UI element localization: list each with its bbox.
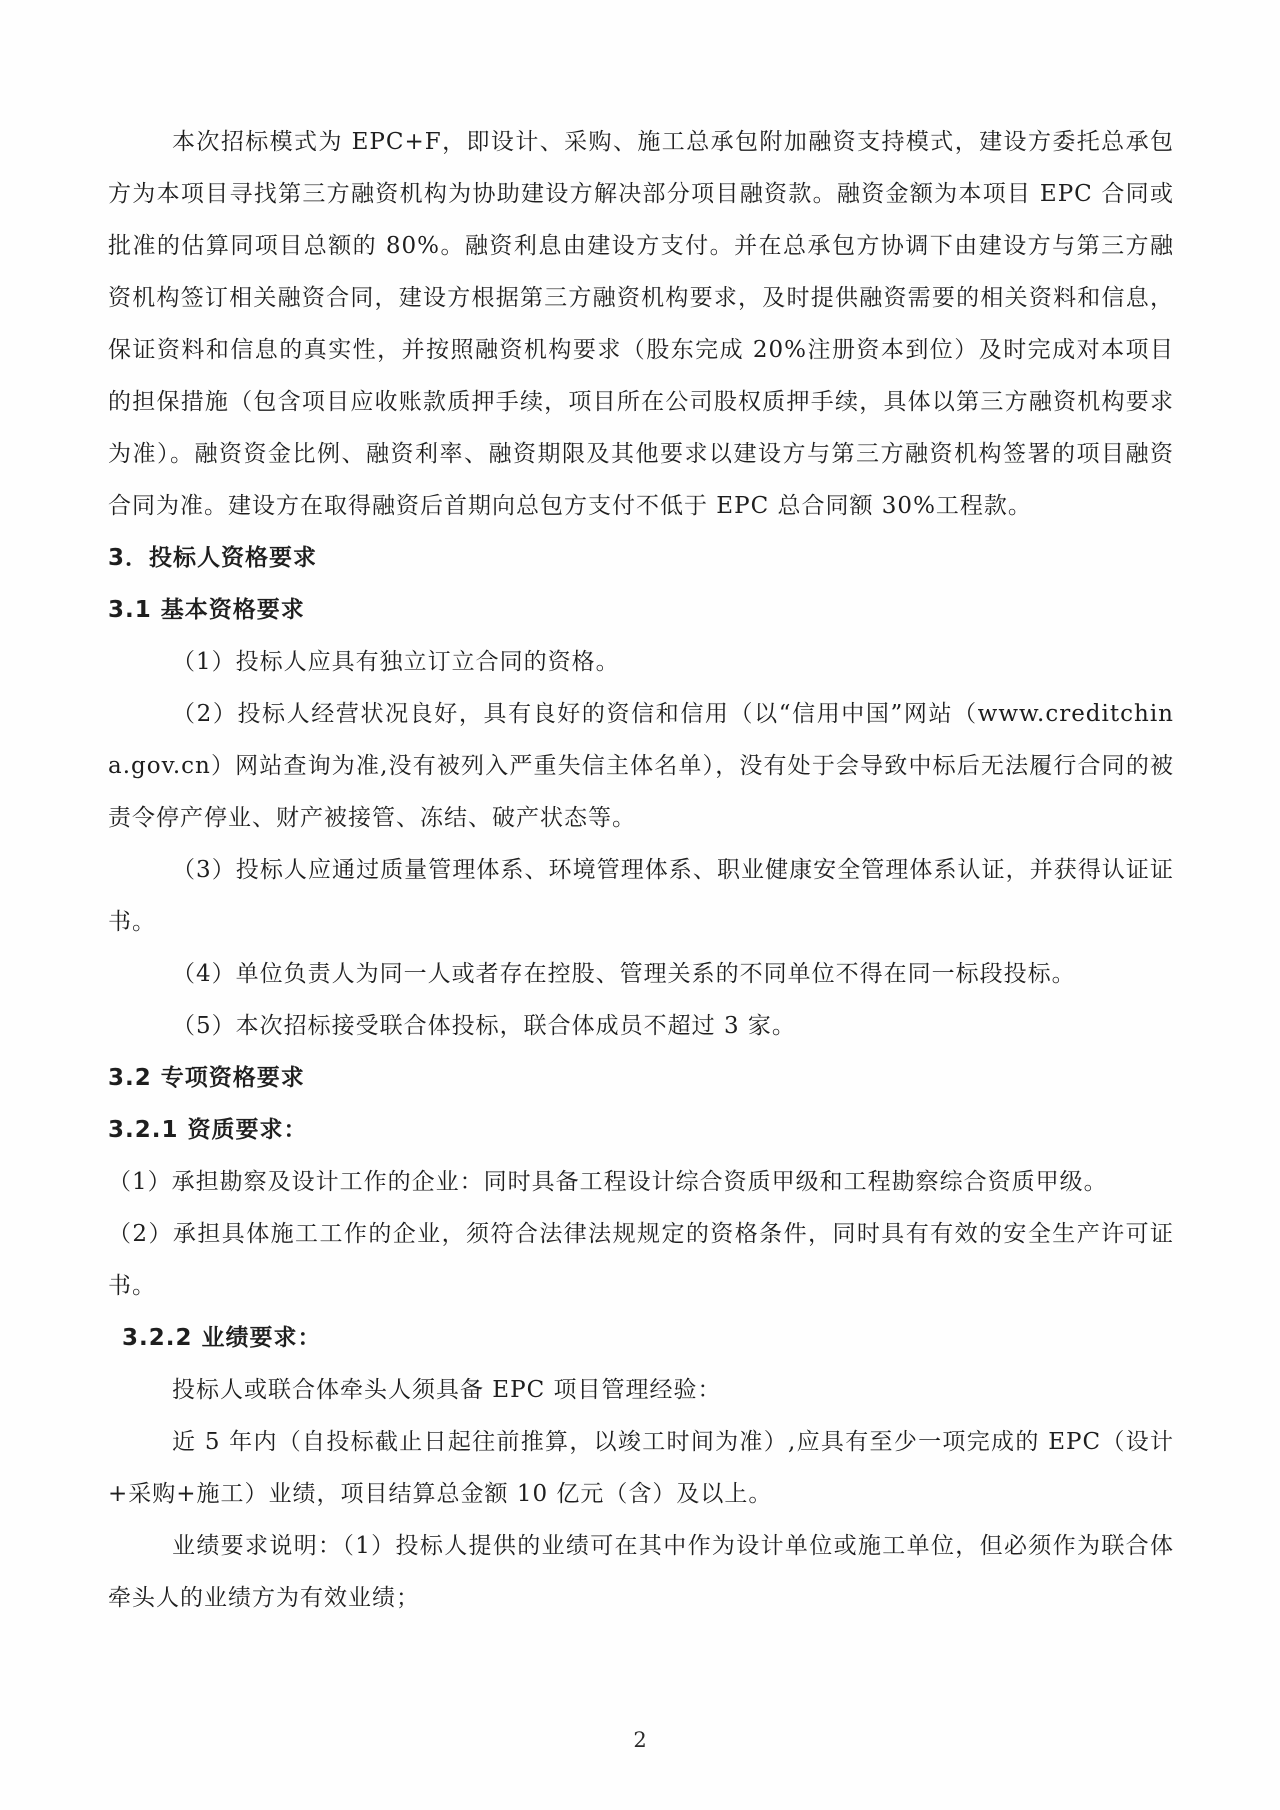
intro-paragraph: 本次招标模式为 EPC+F，即设计、采购、施工总承包附加融资支持模式，建设方委托总承包方为本项目寻找第三方融资机构为协助建设方解决部分项目融资款。融资金额为本项目 EPC 合同或批准的估算同项目总额的 80%。融资利息由建设方支付。并在总承包方协调下由建设方与第三方融资机构签订相关融资合同，建设方根据第三方融资机构要求，及时提供融资需要的相关资料和信息，保证资料和信息的真实性，并按照融资机构要求（股东完成 20%注册资本到位）及时完成对本项目的担保措施（包含项目应收账款质押手续，项目所在公司股权质押手续，具体以第三方融资机构要求为准）。融资资金比例、融资利率、融资期限及其他要求以建设方与第三方融资机构签署的项目融资合同为准。建设方在取得融资后首期向总包方支付不低于 EPC 总合同额 30%工程款。 — [108, 129, 1174, 519]
section-3-1-item-4: （4）单位负责人为同一人或者存在控股、管理关系的不同单位不得在同一标段投标。 — [172, 961, 1076, 987]
section-3-2-1-heading: 3.2.1 资质要求： — [108, 1117, 308, 1143]
section-3-2-heading: 3.2 专项资格要求 — [108, 1065, 305, 1091]
page-number: 2 — [633, 1728, 647, 1752]
section-3-1-item-2: （2）投标人经营状况良好，具有良好的资信和信用（以“信用中国”网站（www.creditchina.gov.cn）网站查询为准,没有被列入严重失信主体名单），没有处于会导致中标后无法履行合同的被责令停产停业、财产被接管、冻结、破产状态等。 — [108, 701, 1174, 831]
section-3-1-heading: 3.1 基本资格要求 — [108, 597, 305, 623]
section-3-1-item-5: （5）本次招标接受联合体投标，联合体成员不超过 3 家。 — [172, 1013, 796, 1039]
section-3-2-2-paragraph-1: 投标人或联合体牵头人须具备 EPC 项目管理经验： — [172, 1377, 722, 1403]
section-3-heading: 3．投标人资格要求 — [108, 545, 318, 571]
section-3-2-1-item-2: （2）承担具体施工工作的企业，须符合法律法规规定的资格条件，同时具有有效的安全生产许可证书。 — [108, 1221, 1174, 1299]
section-3-2-2-paragraph-2: 近 5 年内（自投标截止日起往前推算，以竣工时间为准）,应具有至少一项完成的 EPC（设计+采购+施工）业绩，项目结算总金额 10 亿元（含）及以上。 — [108, 1429, 1174, 1507]
section-3-2-1-item-1: （1）承担勘察及设计工作的企业：同时具备工程设计综合资质甲级和工程勘察综合资质甲级。 — [108, 1169, 1108, 1195]
section-3-1-item-1: （1）投标人应具有独立订立合同的资格。 — [172, 649, 620, 675]
section-3-2-2-heading: 3.2.2 业绩要求： — [122, 1325, 322, 1351]
section-3-1-item-3: （3）投标人应通过质量管理体系、环境管理体系、职业健康安全管理体系认证，并获得认证证书。 — [108, 857, 1174, 935]
section-3-2-2-paragraph-3: 业绩要求说明：（1）投标人提供的业绩可在其中作为设计单位或施工单位，但必须作为联合体牵头人的业绩方为有效业绩； — [108, 1533, 1174, 1611]
